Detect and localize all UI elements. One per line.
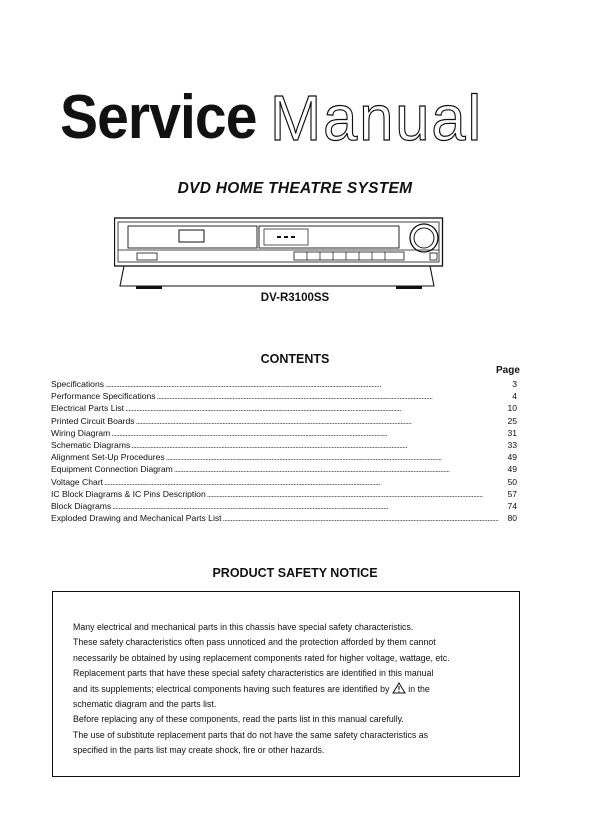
- toc-leader: [174, 463, 507, 475]
- toc-row[interactable]: [51, 415, 517, 427]
- notice-line: These safety characteristics often pass unnoticed and the protection afforded by them cannot: [73, 637, 436, 648]
- notice-line: specified in the parts list may create shock, fire or other hazards.: [73, 745, 325, 756]
- toc-page: 10: [507, 403, 517, 414]
- safety-notice-heading: PRODUCT SAFETY NOTICE: [212, 566, 378, 580]
- toc-title: IC Block Diagrams & IC Pins Description: [51, 488, 206, 499]
- toc-page: 4: [512, 391, 517, 402]
- toc-title: Schematic Diagrams: [51, 439, 131, 450]
- toc-page: 57: [507, 488, 517, 499]
- toc-row[interactable]: [51, 378, 517, 390]
- title-service: Service: [60, 83, 257, 152]
- toc-leader: [111, 427, 506, 439]
- notice-line-part: and its supplements; electrical components having such features are identified by: [73, 683, 390, 694]
- toc-title: Specifications: [51, 379, 105, 389]
- toc-title: Printed Circuit Boards: [51, 415, 135, 426]
- contents-heading: CONTENTS: [260, 352, 330, 366]
- toc-leader: [105, 378, 511, 390]
- toc-page: 49: [507, 464, 517, 475]
- toc-title: Performance Specifications: [51, 391, 156, 402]
- notice-line: Many electrical and mechanical parts in this chassis have special safety characteristics.: [73, 622, 414, 632]
- toc-leader: [125, 402, 506, 414]
- dvd-player-icon: [114, 216, 444, 290]
- toc-title: Electrical Parts List: [51, 403, 125, 414]
- toc-row[interactable]: [51, 451, 517, 463]
- toc-title: Block Diagrams: [51, 500, 112, 511]
- toc-page: 31: [507, 427, 517, 438]
- toc-page: 74: [507, 500, 517, 511]
- toc-page: 3: [512, 379, 517, 389]
- notice-line: Replacement parts that have these special safety characteristics are identified in this manual: [73, 668, 434, 679]
- toc-leader: [207, 488, 507, 500]
- toc-row[interactable]: [51, 390, 517, 402]
- manual-title: [60, 78, 492, 154]
- toc-page: 50: [507, 476, 517, 487]
- toc-leader: [112, 500, 506, 512]
- toc-row[interactable]: [51, 439, 517, 451]
- toc-page: 33: [507, 439, 517, 450]
- title-manual: Manual: [269, 82, 483, 154]
- notice-line: schematic diagram and the parts list.: [73, 699, 217, 710]
- toc-page: 25: [507, 415, 517, 426]
- table-of-contents: [51, 378, 517, 524]
- notice-line: Before replacing any of these components, read the parts list in this manual carefully.: [73, 714, 404, 725]
- toc-row[interactable]: [51, 427, 517, 439]
- product-subtitle: DVD HOME THEATRE SYSTEM: [177, 180, 413, 197]
- notice-line: The use of substitute replacement parts that do not have the same safety characteristics as: [73, 729, 428, 740]
- safety-notice-text: [73, 620, 503, 759]
- toc-title: Alignment Set-Up Procedures: [51, 452, 165, 463]
- notice-line-with-icon: [73, 682, 503, 697]
- toc-title: Voltage Chart: [51, 476, 104, 487]
- toc-page: 80: [507, 513, 517, 524]
- toc-leader: [136, 415, 507, 427]
- toc-page: 49: [507, 452, 517, 463]
- safety-notice-box: [52, 591, 520, 777]
- toc-row[interactable]: [51, 488, 517, 500]
- page-column-label: Page: [496, 365, 520, 376]
- toc-leader: [157, 390, 512, 402]
- toc-row[interactable]: [51, 402, 517, 414]
- toc-row[interactable]: [51, 512, 517, 524]
- toc-leader: [131, 439, 506, 451]
- toc-row[interactable]: [51, 476, 517, 488]
- model-number: DV-R3100SS: [260, 292, 330, 304]
- toc-row[interactable]: [51, 463, 517, 475]
- toc-title: Exploded Drawing and Mechanical Parts List: [51, 513, 222, 524]
- toc-leader: [223, 512, 507, 524]
- toc-title: Equipment Connection Diagram: [51, 464, 173, 475]
- toc-row[interactable]: [51, 500, 517, 512]
- notice-line-part: in the: [408, 683, 430, 694]
- notice-line: necessarily be obtained by using replacement components rated for higher voltage, wattage, etc.: [73, 652, 450, 663]
- toc-leader: [104, 476, 506, 488]
- warning-triangle-icon: [392, 682, 406, 694]
- toc-leader: [166, 451, 507, 463]
- toc-title: Wiring Diagram: [51, 427, 111, 438]
